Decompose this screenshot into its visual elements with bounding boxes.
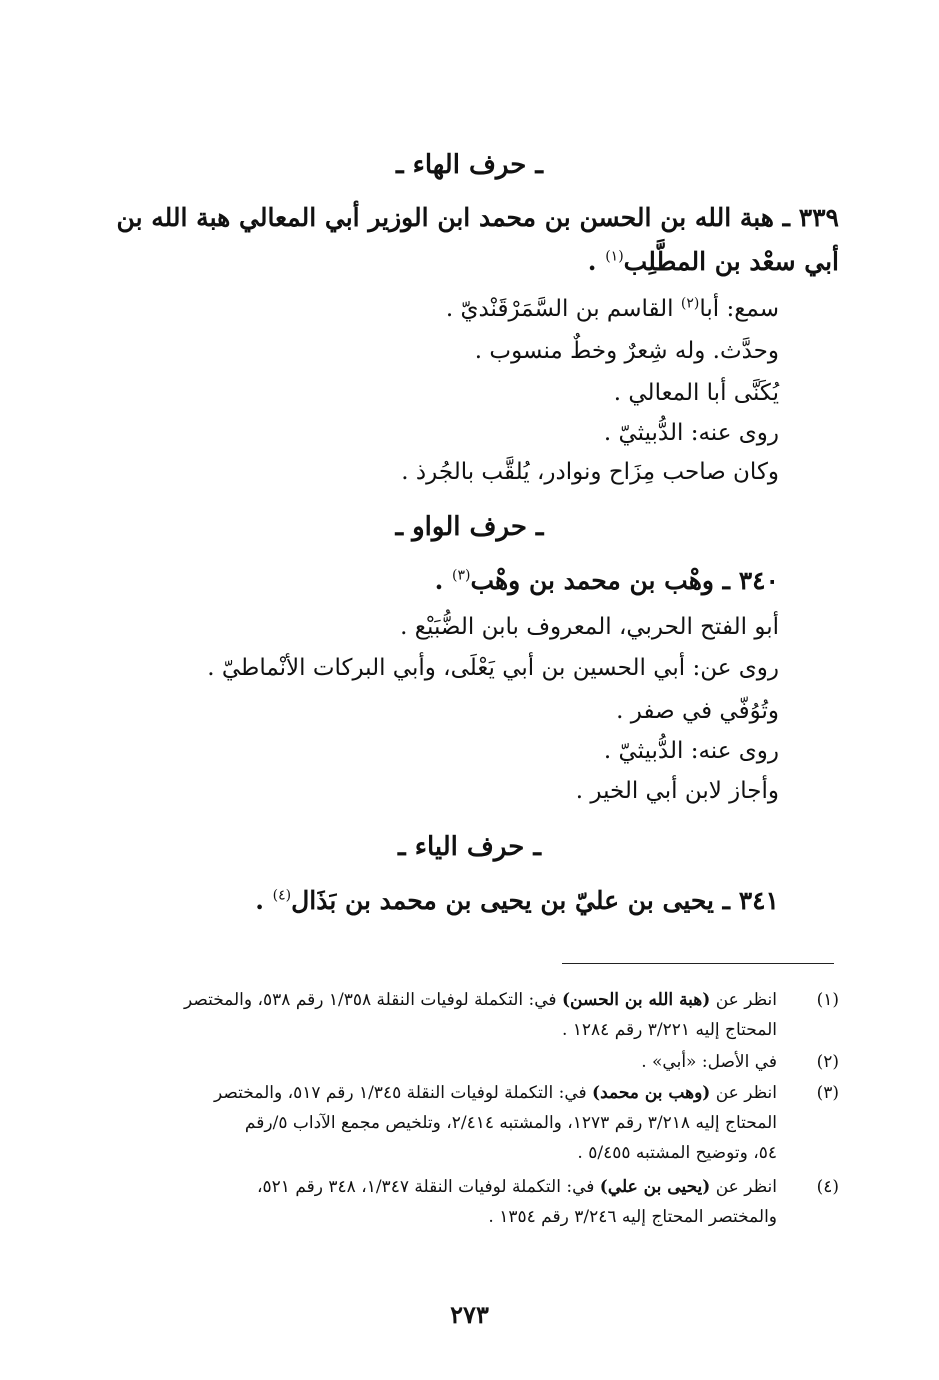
entry-339-sami-line — [446, 296, 779, 322]
footnote-text: انظر عن — [710, 990, 777, 1010]
entry-341-title-end: . — [255, 886, 273, 915]
footnote-text: في: التكملة لوفيات النقلة ١/٣٤٧، ٣٤٨ رقم ٥٢١، — [257, 1177, 600, 1197]
entry-339-title-line1: ٣٣٩ ـ هبة الله بن الحسن بن محمد ابن الوزير أبي المعالي هبة الله بن — [116, 203, 839, 232]
footnote-3-line-1 — [214, 1083, 777, 1103]
entry-340-line-1: أبو الفتح الحربي، المعروف بابن الضُّبَيْع . — [400, 614, 779, 640]
footnote-2-number: (٢) — [816, 1052, 839, 1072]
footnote-3-number: (٣) — [816, 1083, 839, 1103]
page-number: ٢٧٣ — [450, 1300, 489, 1329]
footnote-ref-1[interactable]: (١) — [605, 248, 624, 265]
entry-339-line-2: وحدَّث. وله شِعرٌ وخطٌ منسوب . — [474, 338, 779, 364]
entry-341-title — [255, 886, 779, 915]
section-heading-waw: ـ حرف الواو ـ — [395, 512, 544, 542]
entry-339-title-line2 — [588, 247, 839, 276]
footnote-text: انظر عن — [710, 1083, 777, 1103]
footnote-ref-4[interactable]: (٤) — [272, 887, 292, 904]
entry-340-title-end: . — [434, 566, 452, 595]
footnote-text: انظر عن — [710, 1177, 777, 1197]
footnote-4-line-2: والمختصر المحتاج إليه ٣/٢٤٦ رقم ١٣٥٤ . — [488, 1207, 777, 1227]
entry-340-line-5: وأجاز لابن أبي الخير . — [575, 778, 779, 804]
footnote-subject: (وهب بن محمد) — [592, 1083, 711, 1103]
footnote-1-number: (١) — [816, 990, 839, 1010]
footnote-3-line-2: المحتاج إليه ٣/٢١٨ رقم ١٢٧٣، والمشتبه ٢/٤١٤، وتلخيص مجمع الآداب ٥/رقم — [244, 1113, 777, 1133]
footnote-divider — [562, 963, 834, 964]
entry-340-title — [435, 566, 779, 595]
footnote-subject: (يحيى بن علي) — [599, 1177, 711, 1197]
footnote-subject: (هبة الله بن الحسن) — [561, 990, 711, 1010]
entry-340-name: ٣٤٠ ـ وهْب بن محمد بن وهْب — [470, 566, 779, 595]
entry-339-line-4: روى عنه: الدُّبيثيّ . — [603, 420, 779, 446]
section-heading-ya: ـ حرف الياء ـ — [398, 832, 541, 862]
entry-339-sami-rest: القاسم بن السَّمَرْقَنْديّ . — [445, 296, 681, 322]
footnote-ref-3[interactable]: (٣) — [451, 567, 471, 584]
entry-341-name: ٣٤١ ـ يحيى بن عليّ بن يحيى بن محمد بن بَذَال — [291, 886, 779, 915]
footnote-1-line-2: المحتاج إليه ٣/٢٢١ رقم ١٢٨٤ . — [561, 1020, 777, 1040]
footnote-ref-2[interactable]: (٢) — [680, 295, 700, 312]
entry-339-title-end: . — [587, 247, 606, 276]
footnote-1-line-1 — [184, 990, 777, 1010]
footnote-text: في: التكملة لوفيات النقلة ١/٣٤٥ رقم ٥١٧، والمختصر — [214, 1083, 593, 1103]
footnote-4-number: (٤) — [816, 1177, 839, 1197]
entry-339-line-5: وكان صاحب مِزَاح ونوادر، يُلقَّب بالجُرذ . — [401, 459, 779, 485]
entry-340-line-4: روى عنه: الدُّبيثيّ . — [603, 738, 779, 764]
entry-339-line-3: يُكَنَّى أبا المعالي . — [613, 380, 779, 406]
entry-340-line-3: وتُوُفّي في صفر . — [616, 698, 779, 724]
footnote-2-line-1: في الأصل: «أبي» . — [641, 1052, 777, 1072]
entry-339-sami-prefix: سمع: أبا — [699, 296, 779, 322]
footnote-3-line-3: ٥٤، وتوضيح المشتبه ٥/٤٥٥ . — [577, 1143, 777, 1163]
entry-340-line-2: روى عن: أبي الحسين بن أبي يَعْلَى، وأبي البركات الأنْماطيّ . — [207, 655, 779, 681]
entry-339-name-cont: أبي سعْد بن المطَّلِب — [623, 247, 839, 276]
footnote-4-line-1 — [257, 1177, 777, 1197]
section-heading-ha: ـ حرف الهاء ـ — [395, 150, 544, 180]
footnote-text: في: التكملة لوفيات النقلة ١/٣٥٨ رقم ٥٣٨، والمختصر — [183, 990, 562, 1010]
